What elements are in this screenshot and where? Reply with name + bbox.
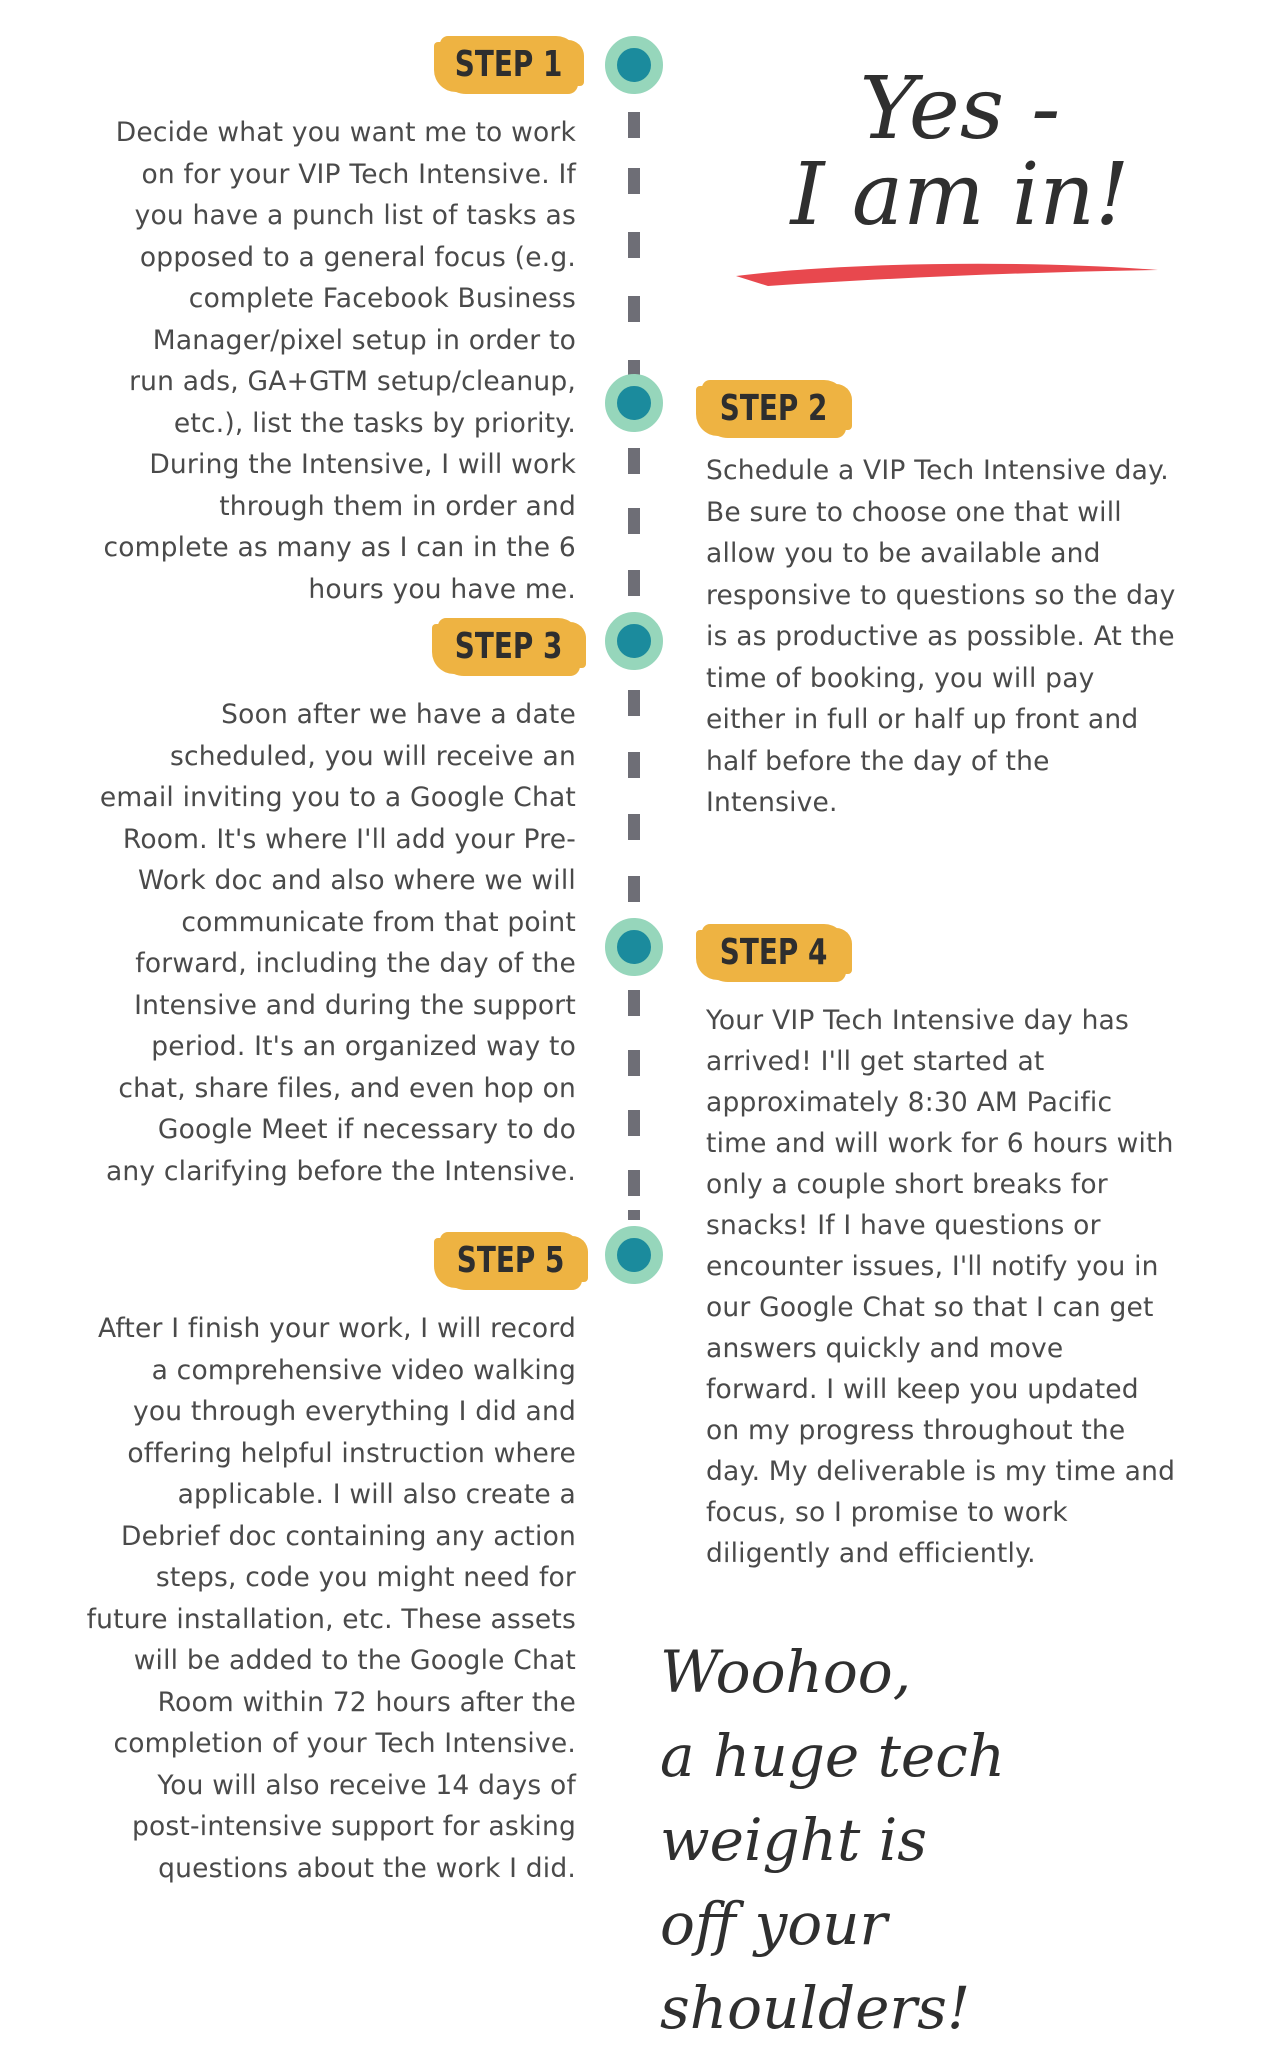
timeline-dash	[628, 1210, 640, 1220]
timeline-dash	[628, 1110, 640, 1136]
timeline-node-step-2	[605, 374, 663, 432]
timeline-dash	[628, 990, 640, 1016]
footer-script-text: Woohoo, a huge tech weight is off your shoulders!	[660, 1638, 1006, 2042]
step-4-badge	[702, 924, 846, 982]
red-underline	[728, 252, 1168, 292]
timeline-dash	[628, 112, 640, 138]
step-5-description: After I finish your work, I will record a comprehensive video walking you through everything I did and offering helpful instruction where applicable. I will also create a Debrief doc containing any action steps, code you might need for future installation, etc. These assets will be added to the Google Chat Room within 72 hours after the completion of your Tech Intensive. You will also receive 14 days of post-intensive support for asking questions about the work I did.	[86, 1313, 576, 1884]
timeline-dash	[628, 508, 640, 534]
step-5-label: STEP 5	[457, 1240, 565, 1281]
timeline-dash	[628, 296, 640, 322]
step-2-badge	[702, 380, 846, 438]
step-1-description: Decide what you want me to work on for your VIP Tech Intensive. If you have a punch list of tasks as opposed to a general focus (e.g. complete Facebook Business Manager/pixel setup in order to run ads, GA+GTM setup/cleanup, etc.), list the tasks by priority. During the Intensive, I will work through them in order and complete as many as I can in the 6 hours you have me.	[103, 117, 576, 605]
timeline-node-step-4	[605, 918, 663, 976]
timeline-node-step-3	[605, 612, 663, 670]
step-1-badge	[440, 36, 578, 94]
step-3-label: STEP 3	[455, 626, 563, 667]
timeline-dash	[628, 814, 640, 840]
timeline-dash	[628, 1050, 640, 1076]
timeline-dash	[628, 232, 640, 258]
timeline-node-step-1	[605, 36, 663, 94]
step-3-badge	[438, 618, 580, 676]
timeline-node-step-5	[605, 1226, 663, 1284]
step-2-description: Schedule a VIP Tech Intensive day. Be sure to choose one that will allow you to be available and responsive to questions so the day is as productive as possible. At the time of booking, you will pay either in full or half up front and half before the day of the Intensive.	[706, 455, 1176, 818]
step-2-label: STEP 2	[720, 388, 828, 429]
step-1-label: STEP 1	[455, 44, 563, 85]
step-4-description: Your VIP Tech Intensive day has arrived! I'll get started at approximately 8:30 AM Pacific time and will work for 6 hours with only a couple short breaks for snacks! If I have questions or encounter issues, I'll notify you in our Google Chat so that I can get answers quickly and move forward. I will keep you updated on my progress throughout the day. My deliverable is my time and focus, so I promise to work diligently and efficiently.	[706, 1005, 1176, 1569]
step-3-description: Soon after we have a date scheduled, you will receive an email inviting you to a Google Chat Room. It's where I'll add your Pre- Work doc and also where we will communicate from that point forward, including the day of the Intensive and during the support period. It's an organized way to chat, share files, and even hop on Google Meet if necessary to do any clarifying before the Intensive.	[99, 699, 576, 1187]
timeline-dash	[628, 1170, 640, 1196]
step-5-badge	[440, 1232, 582, 1290]
header-script-text: Yes - I am in!	[790, 59, 1130, 245]
timeline-dash	[628, 570, 640, 596]
timeline-dash	[628, 168, 640, 194]
timeline-dash	[628, 876, 640, 902]
timeline-dash	[628, 752, 640, 778]
step-4-label: STEP 4	[720, 932, 828, 973]
timeline-dash	[628, 448, 640, 474]
timeline-dash	[628, 690, 640, 716]
